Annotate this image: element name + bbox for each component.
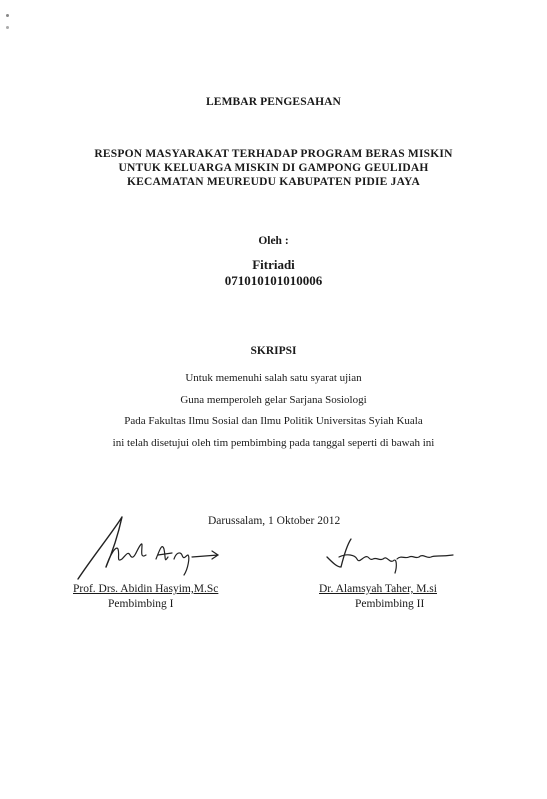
- thesis-title-line: KECAMATAN MEUREUDU KABUPATEN PIDIE JAYA: [127, 176, 420, 188]
- advisor-1-name: Prof. Drs. Abidin Hasyim,M.Sc: [73, 583, 219, 595]
- thesis-title-line: UNTUK KELUARGA MISKIN DI GAMPONG GEULIDAH: [118, 162, 429, 174]
- page-heading: LEMBAR PENGESAHAN: [206, 96, 341, 108]
- place-date: Darussalam, 1 Oktober 2012: [208, 515, 341, 527]
- document-type: SKRIPSI: [250, 345, 297, 357]
- advisor-2-name: Dr. Alamsyah Taher, M.si: [319, 583, 437, 595]
- thesis-title: [0, 147, 547, 189]
- signature-advisor-2: [325, 533, 455, 577]
- purpose-statement: [0, 368, 547, 454]
- advisor-2-role: Pembimbing II: [355, 598, 425, 610]
- student-id: 071010101010006: [224, 273, 323, 288]
- author-name: Fitriadi: [252, 257, 295, 272]
- thesis-title-line: RESPON MASYARAKAT TERHADAP PROGRAM BERAS MISKIN: [94, 148, 453, 160]
- advisor-1-role: Pembimbing I: [108, 598, 174, 610]
- purpose-line: Pada Fakultas Ilmu Sosial dan Ilmu Politik Universitas Syiah Kuala: [124, 415, 423, 427]
- scan-dot: [6, 14, 9, 17]
- purpose-line: Untuk memenuhi salah satu syarat ujian: [185, 372, 362, 384]
- scan-dot: [6, 26, 9, 29]
- signature-advisor-1: [72, 515, 222, 581]
- purpose-line: ini telah disetujui oleh tim pembimbing pada tanggal seperti di bawah ini: [112, 436, 435, 449]
- purpose-line: Guna memperoleh gelar Sarjana Sosiologi: [180, 393, 367, 406]
- by-label: Oleh :: [258, 235, 289, 247]
